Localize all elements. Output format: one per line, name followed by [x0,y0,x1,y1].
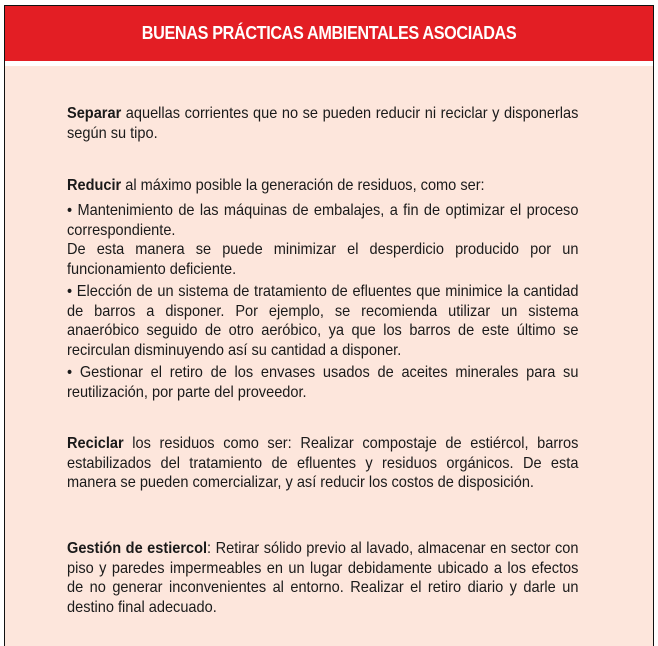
bullet-text: • Gestionar el retiro de los envases usados de aceites minerales para su reutilización, por parte del proveedor. [67,364,579,401]
bullet-gestionar [67,363,578,402]
paragraph-gestion [67,539,578,617]
note-text: De esta manera se puede minimizar el desperdicio producido por un funcionamiento deficiente. [67,241,579,278]
lead-gestion: Gestión de estiercol [67,540,208,557]
paragraph-separar [67,104,578,143]
lead-reducir: Reducir [67,177,122,194]
text-reciclar: los residuos como ser: Realizar compostaje de estiércol, barros estabilizados del tratamiento de efluentes y residuos orgánicos. De esta manera se pueden comercializar, y así reducir los costos de disposición. [67,435,579,491]
practices-box [4,5,654,646]
lead-reciclar: Reciclar [67,435,124,452]
note-desperdicio [67,240,578,279]
paragraph-reciclar [67,434,578,493]
bullet-text: • Mantenimiento de las máquinas de embalajes, a fin de optimizar el proceso correspondiente. [67,202,579,239]
lead-separar: Separar [67,105,122,122]
paragraph-reducir [67,176,578,196]
text-separar: aquellas corrientes que no se pueden reducir ni reciclar y disponerlas según su tipo. [67,105,579,142]
content-panel [5,66,653,646]
header-bar [5,6,653,61]
box-title: BUENAS PRÁCTICAS AMBIENTALES ASOCIADAS [141,23,517,43]
bullet-eleccion [67,282,578,360]
bullet-mantenimiento [67,201,578,240]
bullet-text: • Elección de un sistema de tratamiento de efluentes que minimice la cantidad de barros a disponer. Por ejemplo, se recomienda utilizar un sistema anaeróbico seguido de otro aeróbico, ya que los barros de este último se recirculan disminuyendo así su cantidad a disponer. [67,283,579,359]
text-gestion: : Retirar sólido previo al lavado, almacenar en sector con piso y paredes impermeables en un lugar debidamente ubicado a los efectos de no generar inconvenientes al entorno. Realizar el retiro diario y darle un destino final adecuado. [67,540,579,616]
text-reducir: al máximo posible la generación de residuos, como ser: [121,177,485,194]
